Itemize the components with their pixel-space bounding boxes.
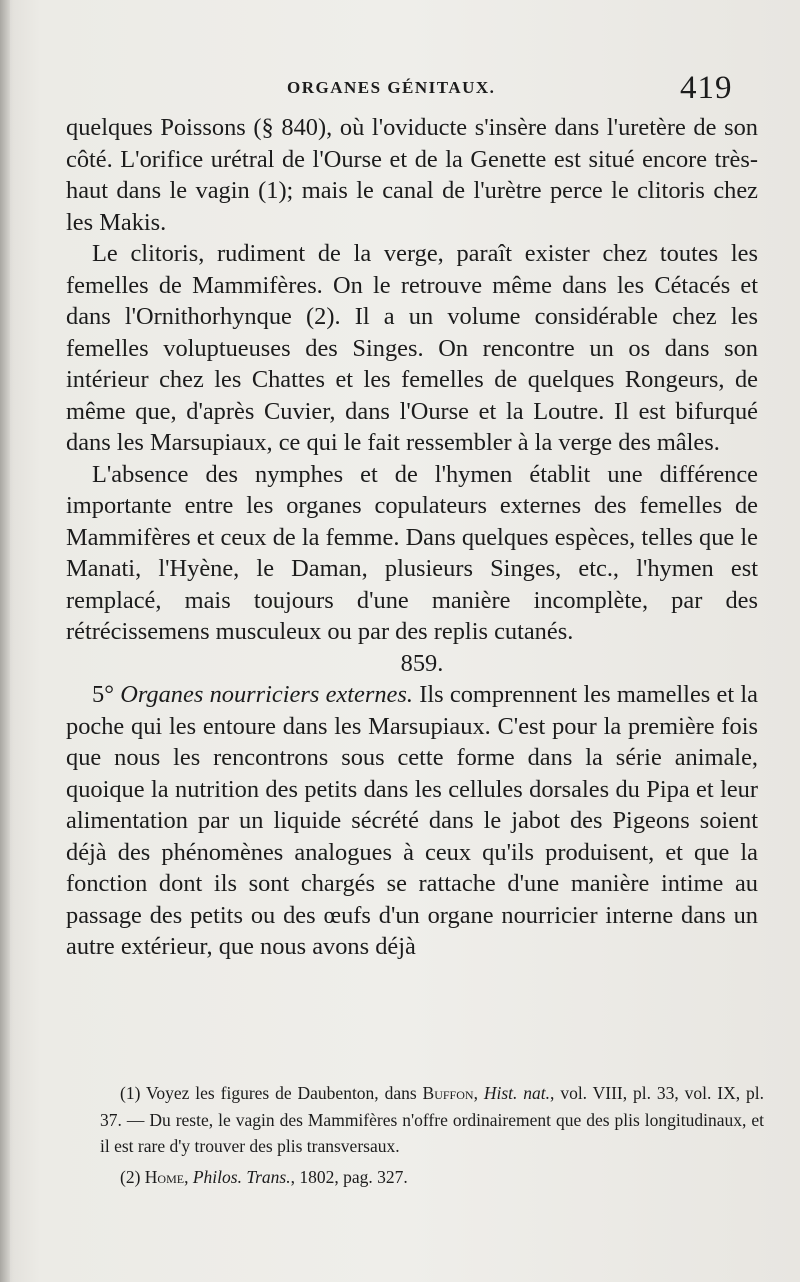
paragraph-1: quelques Poissons (§ 840), où l'oviducte s'insère dans l'uretère de son côté. L'orifice urétral de l'Ourse et de la Genette est situé encore très-haut dans le vagin (1); mais le canal de l'urètre perce le clitoris chez les Makis. <box>66 114 758 236</box>
footnote-2-text-c: , 1802, pag. 327. <box>290 1166 408 1187</box>
footnote-2 <box>100 1164 764 1191</box>
section-number: 859. <box>400 649 444 677</box>
page-number: 419 <box>680 70 733 106</box>
paragraph-4-rest: Ils comprennent les mamelles et la poche qui les entoure dans les Marsupiaux. C'est pour la première fois que nous les rencontrons sous cette forme dans la série animale, quoique la nutrition des petits dans les cellules dorsales du Pipa et leur alimentation par un liquide sécrété dans le jabot des Pigeons soient déjà des phénomènes analogues à ceux qu'ils produisent, et que la fonction dont ils sont chargés se rattache d'une manière intime au passage des petits ou des œufs d'un organe nourricier interne dans un autre extérieur, que nous avons déjà <box>66 681 759 960</box>
footnotes <box>100 1080 764 1194</box>
page-header <box>0 70 800 106</box>
footnote-1-work: Hist. nat. <box>483 1083 551 1103</box>
paragraph-2: Le clitoris, rudiment de la verge, paraît exister chez toutes les femelles de Mammifères. On le retrouve même dans les Cétacés et dans l'Ornithorhynque (2). Il a un volume considérable chez les femelles voluptueuses des Singes. On rencontre un os dans son intérieur chez les Chattes et les femelles de quelques Rongeurs, de même que, d'après Cuvier, dans l'Ourse et la Loutre. Il est bifurqué dans les Marsupiaux, ce qui le fait ressembler à la verge des mâles. <box>66 240 758 456</box>
footnote-2-text-a: (2) <box>120 1166 145 1187</box>
footnote-2-sep: , <box>184 1166 193 1187</box>
running-title: ORGANES GÉNITAUX. <box>287 78 496 97</box>
page-gutter-shadow <box>0 0 10 1282</box>
footnote-2-author: Home <box>144 1166 185 1187</box>
footnote-2-work: Philos. Trans. <box>192 1166 291 1187</box>
footnote-1 <box>100 1080 764 1160</box>
paragraph-4-lead: 5° <box>92 681 121 708</box>
paragraph-3: L'absence des nymphes et de l'hymen établit une différence importante entre les organes copulateurs externes des femelles de Mammifères et ceux de la femme. Dans quelques espèces, telles que le Manati, l'Hyène, le Daman, plusieurs Singes, etc., l'hymen est remplacé, mais toujours d'une manière incomplète, par des rétrécissemens musculeux ou par des replis cutanés. <box>66 460 758 645</box>
paragraph-4 <box>66 679 758 963</box>
main-text <box>66 112 758 963</box>
paragraph-4-italic-heading: Organes nourriciers externes. <box>120 681 413 708</box>
footnote-1-sep: , <box>473 1083 484 1103</box>
footnote-1-author: Buffon <box>422 1083 474 1103</box>
footnote-1-text-c: , vol. VIII, pl. 33, vol. IX, pl. 37. — Du reste, le vagin des Mammifères n'offre ordinairement que des plis longitudinaux, et il est rare d'y trouver des plis transversaux. <box>100 1083 765 1156</box>
footnote-1-text-a: (1) Voyez les figures de Daubenton, dans <box>120 1083 423 1103</box>
